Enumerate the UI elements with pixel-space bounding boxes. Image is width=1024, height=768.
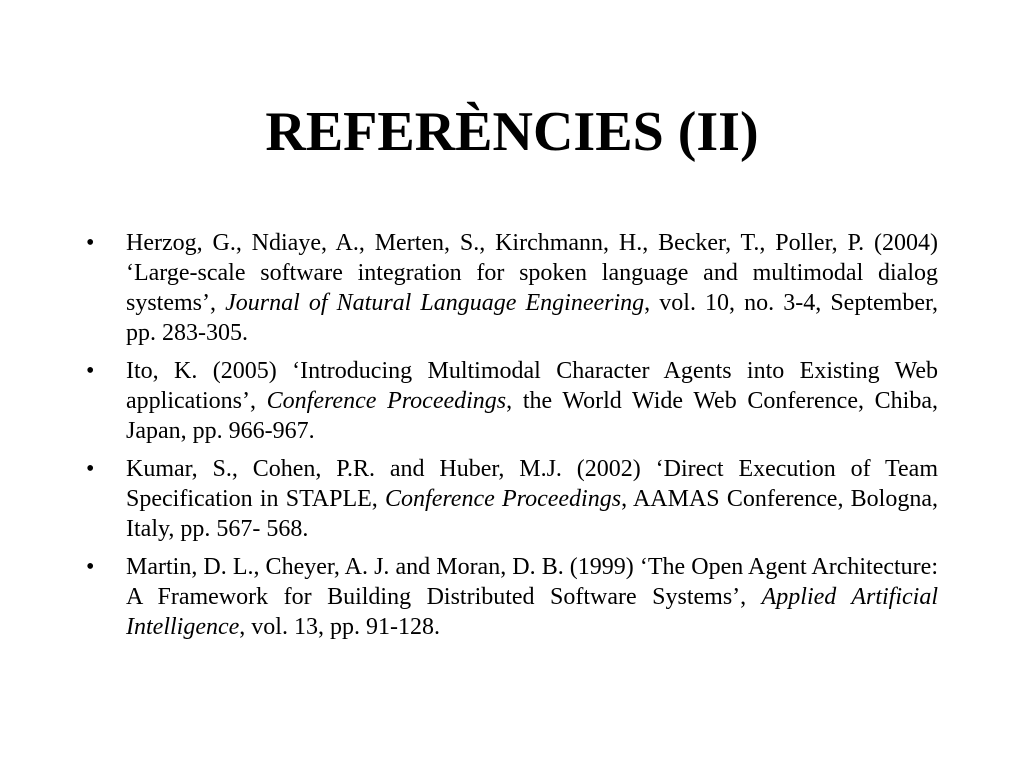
- reference-list: [86, 228, 938, 650]
- reference-text: [126, 456, 938, 542]
- bullet-icon: •: [86, 358, 95, 384]
- reference-text: [126, 554, 938, 640]
- reference-authors-title: Kumar, S., Cohen, P.R. and Huber, M.J. (2002) ‘Direct Execution of Team Specification in STAPLE,: [126, 456, 938, 512]
- reference-publication: Applied Artificial Intelligence: [126, 584, 938, 640]
- slide-title: REFERÈNCIES (II): [265, 101, 759, 163]
- reference-publication: Conference Proceedings: [385, 486, 622, 512]
- reference-authors-title: Ito, K. (2005) ‘Introducing Multimodal Character Agents into Existing Web applications’,: [126, 358, 938, 414]
- reference-details: , vol. 13, pp. 91-128.: [239, 614, 440, 640]
- reference-text: [126, 358, 938, 444]
- reference-details: , vol. 10, no. 3-4, September, pp. 283-305.: [126, 290, 939, 346]
- reference-item: [86, 356, 938, 446]
- reference-text: [126, 230, 938, 346]
- reference-authors-title: Herzog, G., Ndiaye, A., Merten, S., Kirchmann, H., Becker, T., Poller, P. (2004) ‘Large-scale software integration for spoken language and multimodal dialog systems’,: [126, 230, 938, 316]
- reference-item: [86, 228, 938, 348]
- reference-details: , AAMAS Conference, Bologna, Italy, pp. 567- 568.: [126, 486, 939, 542]
- reference-publication: Conference Proceedings: [266, 388, 507, 414]
- bullet-icon: •: [86, 456, 95, 482]
- reference-publication: Journal of Natural Language Engineering: [225, 290, 645, 316]
- bullet-icon: •: [86, 230, 95, 256]
- reference-authors-title: Martin, D. L., Cheyer, A. J. and Moran, D. B. (1999) ‘The Open Agent Architecture: A Framework for Building Distributed Software Systems’,: [126, 554, 938, 610]
- reference-details: , the World Wide Web Conference, Chiba, Japan, pp. 966-967.: [126, 388, 939, 444]
- reference-item: [86, 454, 938, 544]
- bullet-icon: •: [86, 554, 95, 580]
- reference-item: [86, 552, 938, 642]
